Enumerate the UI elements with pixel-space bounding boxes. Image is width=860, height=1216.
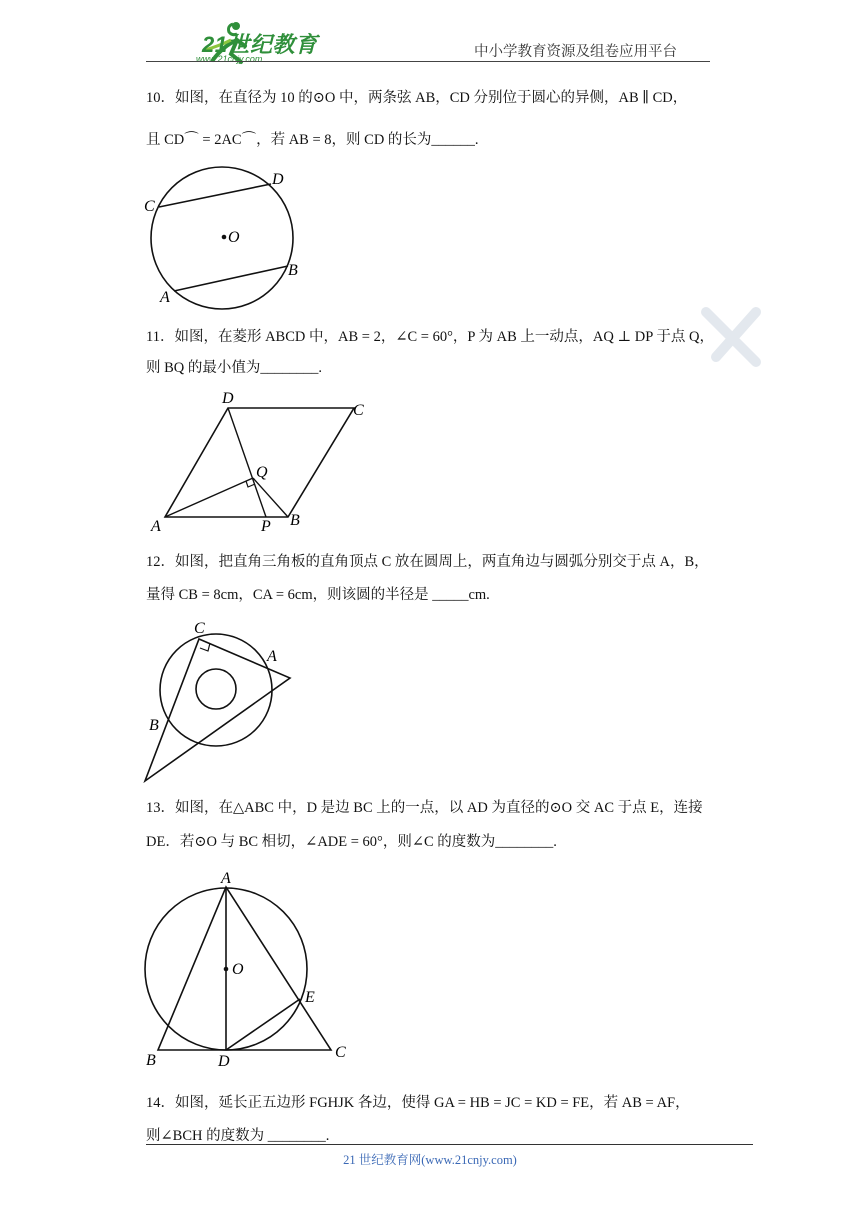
q13-label-c: C	[335, 1044, 346, 1061]
q13-label-a: A	[221, 870, 231, 887]
q14-line2: 则∠BCH 的度数为 ________.	[146, 1128, 330, 1144]
q10-chord-cd	[159, 184, 271, 207]
q12-right-angle	[200, 643, 210, 651]
logo-url: www.21cnjy.com	[196, 54, 263, 64]
q11-label-d: D	[222, 390, 234, 407]
q13-label-e: E	[305, 989, 315, 1006]
q10-label-d: D	[272, 171, 284, 188]
q12-outer-circle	[160, 634, 272, 746]
q13-figure	[140, 865, 360, 1070]
footer-text[interactable]: 21 世纪教育网(www.21cnjy.com)	[343, 1153, 517, 1167]
q10-line2: 且 CD⌒ = 2AC⌒，若 AB = 8，则 CD 的长为______.	[146, 132, 479, 148]
q13-label-o: O	[232, 961, 244, 978]
q13-center-dot	[224, 967, 229, 972]
q11-line-qb	[253, 478, 288, 517]
q13-triangle	[158, 887, 331, 1050]
q12-label-b: B	[149, 717, 159, 734]
q12-line2: 量得 CB = 8cm，CA = 6cm，则该圆的半径是 _____cm.	[146, 587, 490, 603]
q13-segment-de	[226, 999, 300, 1050]
q10-center-dot	[222, 235, 227, 240]
q11-rhombus	[165, 408, 354, 517]
q10-label-b: B	[288, 262, 298, 279]
q11-line-aq	[165, 478, 253, 517]
q13-line1: 13．如图，在△ABC 中，D 是边 BC 上的一点，以 AD 为直径的⊙O 交 AC 于点 E，连接	[146, 800, 703, 816]
q10-chord-ab	[174, 266, 288, 291]
q11-label-b: B	[290, 512, 300, 529]
q11-label-p: P	[261, 518, 271, 535]
q11-line2: 则 BQ 的最小值为________.	[146, 360, 323, 376]
q11-label-c: C	[353, 402, 364, 419]
q13-label-d: D	[218, 1053, 230, 1070]
q12-line1: 12．如图，把直角三角板的直角顶点 C 放在圆周上，两直角边与圆弧分别交于点 A，B，	[146, 554, 709, 570]
q10-label-c: C	[144, 198, 155, 215]
logo-text: 21世纪教育	[202, 32, 318, 57]
q10-label-o: O	[228, 229, 240, 246]
q14-line1: 14．如图，延长正五边形 FGHJK 各边，使得 GA = HB = JC = KD = FE，若 AB = AF，	[146, 1095, 690, 1111]
q13-line2: DE．若⊙O 与 BC 相切，∠ADE = 60°，则∠C 的度数为________.	[146, 834, 557, 850]
q11-figure	[145, 385, 385, 535]
q11-line-dp	[228, 408, 266, 517]
header-divider	[146, 61, 710, 62]
q10-figure	[140, 165, 310, 315]
q11-label-a: A	[151, 518, 161, 535]
q12-inner-circle	[196, 669, 236, 709]
q12-label-a: A	[267, 648, 277, 665]
q13-label-b: B	[146, 1052, 156, 1069]
footer-divider	[146, 1144, 753, 1145]
q11-line1: 11．如图，在菱形 ABCD 中，AB = 2，∠C = 60°，P 为 AB 上一动点，AQ ⊥ DP 于点 Q，	[146, 329, 714, 345]
header-title: 中小学教育资源及组卷应用平台	[474, 44, 677, 60]
q10-line1: 10．如图，在直径为 10 的⊙O 中，两条弦 AB，CD 分别位于圆心的异侧，AB ∥ CD，	[146, 90, 688, 106]
q12-figure	[140, 615, 300, 785]
q10-label-a: A	[160, 289, 170, 306]
q12-label-c: C	[194, 620, 205, 637]
q11-label-q: Q	[256, 464, 268, 481]
